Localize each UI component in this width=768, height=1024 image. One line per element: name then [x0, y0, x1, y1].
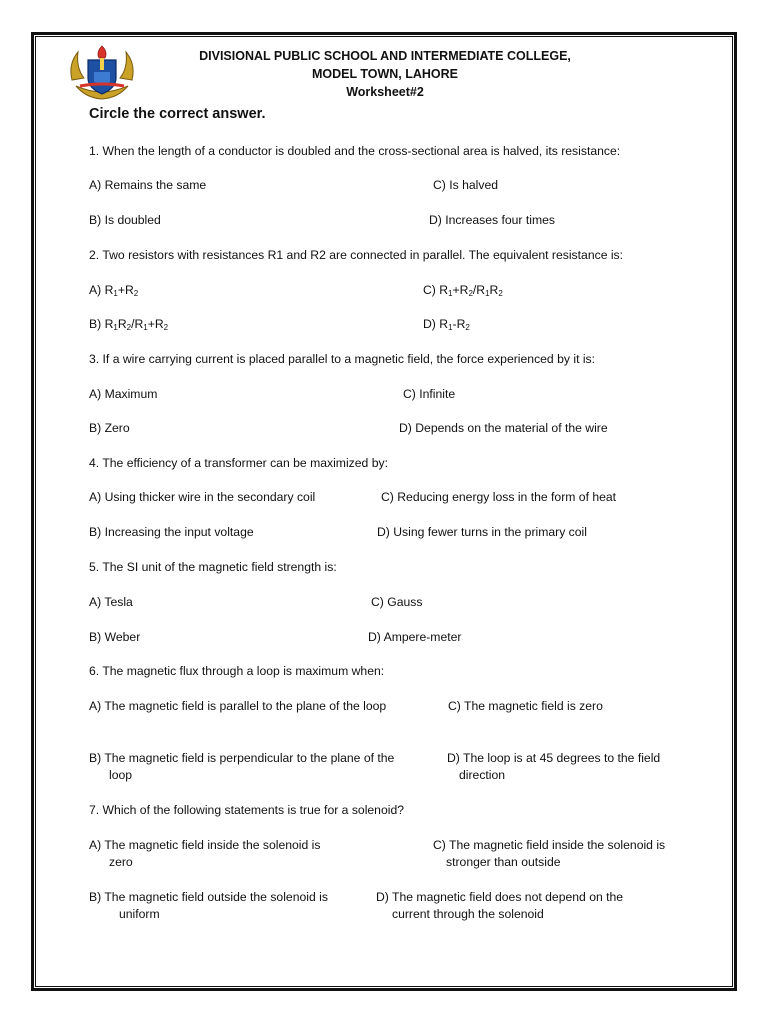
q6-option-d-line2[interactable]: direction [459, 768, 506, 782]
question-4: 4. The efficiency of a transformer can be maximized by: [89, 456, 388, 470]
q2-option-c[interactable]: C) $R_1+R_2/R_1R_2$ [423, 283, 503, 298]
q6-option-d-line1[interactable]: D) The loop is at 45 degrees to the field [447, 751, 661, 765]
q2-option-a[interactable]: A) $R_1+R_2$ [89, 283, 139, 298]
instruction: Circle the correct answer. [89, 106, 266, 122]
q3-option-b[interactable]: B) Zero [89, 421, 130, 435]
q3-option-c[interactable]: C) Infinite [403, 387, 456, 401]
school-name: DIVISIONAL PUBLIC SCHOOL AND INTERMEDIATE COLLEGE, [199, 49, 571, 63]
question-2: 2. Two resistors with resistances R1 and R2 are connected in parallel. The equivalent resistance is: [89, 248, 624, 262]
q2-option-d[interactable]: D) $R_1-R_2$ [423, 317, 470, 332]
q7-option-a-line1[interactable]: A) The magnetic field inside the solenoid is [89, 838, 321, 852]
q7-option-b-line1[interactable]: B) The magnetic field outside the solenoid is [89, 890, 328, 904]
q7-option-c-line2[interactable]: stronger than outside [446, 855, 561, 869]
q3-option-a[interactable]: A) Maximum [89, 387, 158, 401]
q7-option-a-line2[interactable]: zero [109, 855, 133, 869]
q1-option-d[interactable]: D) Increases four times [429, 213, 555, 227]
question-5: 5. The SI unit of the magnetic field strength is: [89, 560, 337, 574]
q5-option-a[interactable]: A) Tesla [89, 595, 133, 609]
q6-option-a[interactable]: A) The magnetic field is parallel to the plane of the loop [89, 699, 387, 713]
q1-option-c[interactable]: C) Is halved [433, 178, 499, 192]
q7-option-b-line2[interactable]: uniform [119, 907, 160, 921]
q6-option-b-line2[interactable]: loop [109, 768, 133, 782]
q7-option-c-line1[interactable]: C) The magnetic field inside the solenoid is [433, 838, 666, 852]
q7-option-d-line1[interactable]: D) The magnetic field does not depend on the [376, 890, 624, 904]
q4-option-a[interactable]: A) Using thicker wire in the secondary coil [89, 490, 316, 504]
q4-option-d[interactable]: D) Using fewer turns in the primary coil [377, 525, 587, 539]
school-crest-icon [66, 42, 138, 102]
q6-option-c[interactable]: C) The magnetic field is zero [448, 699, 603, 713]
q4-option-b[interactable]: B) Increasing the input voltage [89, 525, 254, 539]
school-location: MODEL TOWN, LAHORE [311, 67, 459, 81]
q1-option-a[interactable]: A) Remains the same [89, 178, 207, 192]
question-3: 3. If a wire carrying current is placed parallel to a magnetic field, the force experienced by it is: [89, 352, 596, 366]
q2-option-b[interactable]: B) $R_1R_2/R_1+R_2$ [89, 317, 169, 332]
q5-option-b[interactable]: B) Weber [89, 630, 141, 644]
worksheet-title: Worksheet#2 [346, 85, 424, 99]
q5-option-d[interactable]: D) Ampere-meter [368, 630, 462, 644]
q5-option-c[interactable]: C) Gauss [371, 595, 423, 609]
q7-option-d-line2[interactable]: current through the solenoid [392, 907, 544, 921]
question-1: 1. When the length of a conductor is doubled and the cross-sectional area is halved, its resistance: [89, 144, 621, 158]
question-6: 6. The magnetic flux through a loop is maximum when: [89, 664, 385, 678]
question-7: 7. Which of the following statements is true for a solenoid? [89, 803, 405, 817]
q3-option-d[interactable]: D) Depends on the material of the wire [399, 421, 608, 435]
q6-option-b-line1[interactable]: B) The magnetic field is perpendicular to the plane of the [89, 751, 395, 765]
q4-option-c[interactable]: C) Reducing energy loss in the form of heat [381, 490, 617, 504]
q1-option-b[interactable]: B) Is doubled [89, 213, 161, 227]
